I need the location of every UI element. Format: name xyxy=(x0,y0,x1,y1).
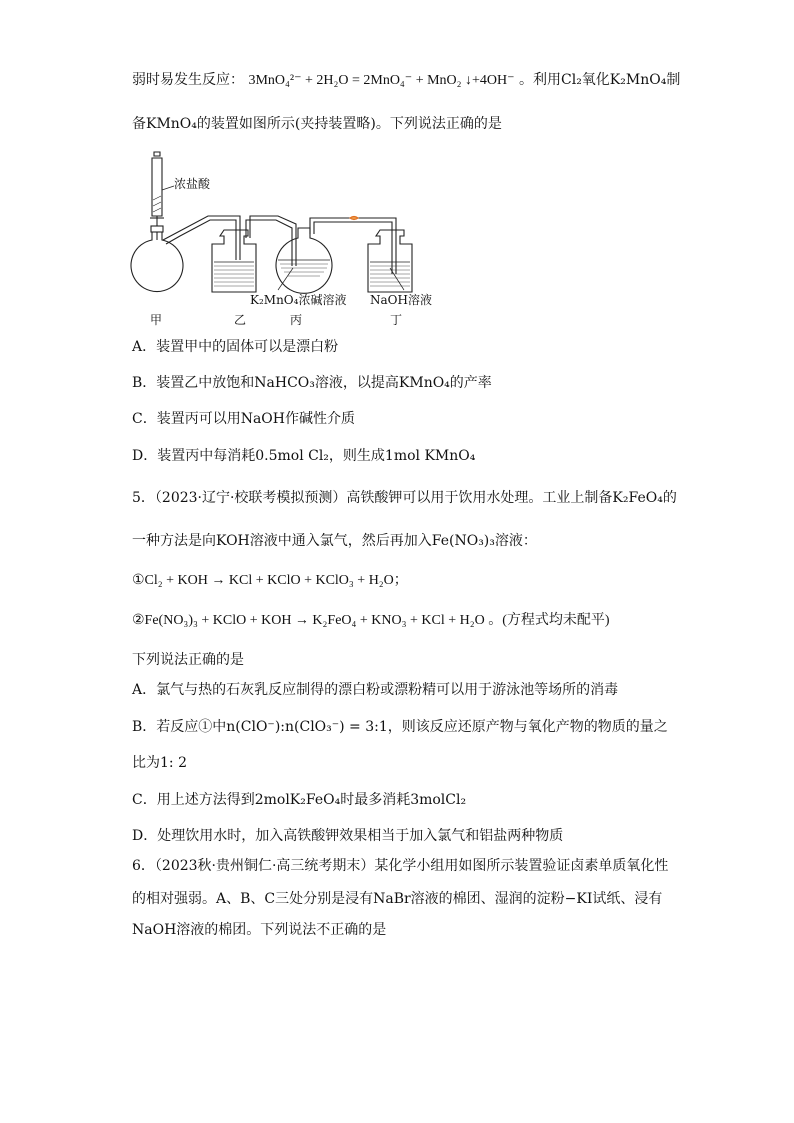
q5-stem-line1: 5．（2023·辽宁·校联考模拟预测）高铁酸钾可以用于饮用水处理。工业上制备K₂FeO₄的 xyxy=(132,490,677,506)
dropping-funnel xyxy=(152,158,162,216)
flask-jia-stopper xyxy=(151,226,163,232)
q5-option-c: C．用上述方法得到2molK₂FeO₄时最多消耗3molCl₂ xyxy=(132,792,467,808)
label-conc-hcl: 浓盐酸 xyxy=(174,177,211,191)
q4-option-d: D．装置丙中每消耗0.5mol Cl₂，则生成1mol KMnO₄ xyxy=(132,448,476,464)
q4-disproportionation-equation: 3MnO₄²⁻ + 2H₂O = 2MnO₄⁻ + MnO₂ ↓+4OH⁻ xyxy=(248,73,515,88)
q5-stem-line2: 一种方法是向KOH溶液中通入氯气，然后再加入Fe(NO₃)₃溶液： xyxy=(132,533,537,549)
rubber-connector xyxy=(350,217,358,220)
q4-stem-line2: 备KMnO₄的装置如图所示(夹持装置略)。下列说法正确的是 xyxy=(132,116,502,132)
apparatus-diagram xyxy=(128,148,448,330)
flask-bing xyxy=(276,228,332,293)
bottle-yi xyxy=(212,230,256,292)
q6-stem-line2: 的相对强弱。A、B、C三处分别是浸有NaBr溶液的棉团、湿润的淀粉−KI试纸、浸有 xyxy=(132,891,663,907)
q5-ask: 下列说法正确的是 xyxy=(132,652,244,668)
label-bing: 丙 xyxy=(290,313,303,327)
q6-stem-line3: NaOH溶液的棉团。下列说法不正确的是 xyxy=(132,922,387,938)
label-ding: 丁 xyxy=(390,313,403,327)
q4-option-b: B．装置乙中放饱和NaHCO₃溶液，以提高KMnO₄的产率 xyxy=(132,375,492,391)
q4-stem-suffix: 。利用Cl₂氧化K₂MnO₄制 xyxy=(519,72,681,88)
label-k2mno4-solution: K₂MnO₄浓碱溶液 xyxy=(250,293,347,307)
label-yi: 乙 xyxy=(234,313,247,327)
q5-equation-1: ①Cl₂ + KOH → KCl + KClO + KClO₃ + H₂O； xyxy=(132,573,408,588)
label-naoh-solution: NaOH溶液 xyxy=(370,293,432,307)
q5-equation-2: ②Fe(NO₃)₃ + KClO + KOH → K₂FeO₄ + KNO₃ + KCl + H₂O 。(方程式均未配平) xyxy=(132,613,610,628)
q5-option-b-line2: 比为1: 2 xyxy=(132,755,187,771)
bottle-ding xyxy=(368,230,412,292)
funnel-stopper xyxy=(154,152,160,156)
q4-stem-prefix: 弱时易发生反应： xyxy=(132,72,244,88)
q5-option-d: D．处理饮用水时，加入高铁酸钾效果相当于加入氯气和铝盐两种物质 xyxy=(132,828,564,844)
q4-option-a: A．装置甲中的固体可以是漂白粉 xyxy=(132,339,339,355)
q5-option-b-line1: B．若反应①中n(ClO⁻):n(ClO₃⁻) = 3:1，则该反应还原产物与氧化产物的物质的量之 xyxy=(132,719,668,735)
q4-option-c: C．装置丙可以用NaOH作碱性介质 xyxy=(132,411,355,427)
q4-stem-line1 xyxy=(132,70,680,91)
q5-option-a: A．氯气与热的石灰乳反应制得的漂白粉或漂粉精可以用于游泳池等场所的消毒 xyxy=(132,682,619,698)
label-jia: 甲 xyxy=(150,313,163,327)
q6-stem-line1: 6．（2023秋·贵州铜仁·高三统考期末）某化学小组用如图所示装置验证卤素单质氧化性 xyxy=(132,858,669,874)
